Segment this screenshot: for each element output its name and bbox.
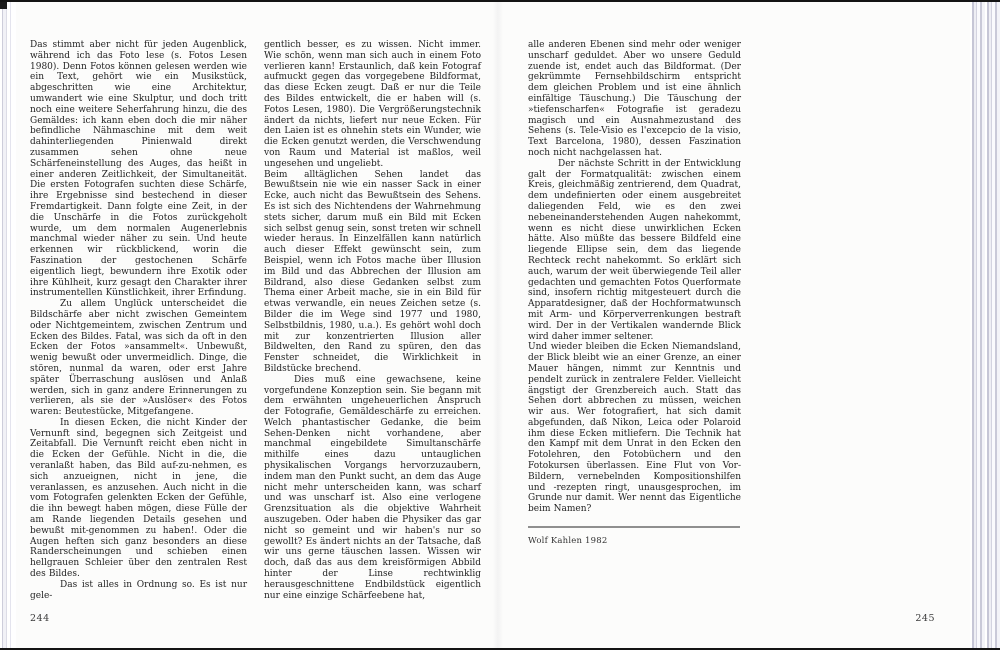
paragraph: alle anderen Ebenen sind mehr oder weniger unscharf geduldet. Aber wo unsere Geduld zuende ist, endet auch das Bildformat. (Der gekrümmte Fernsehbildschirm entspricht dem gleichen Problem und ist eine ähnlich einfältige Täuschung.) Die Täuschung der »tiefenscharfen« Fotografie ist geradezu magisch und ein Ausnahmezustand des Sehens (s. Tele-Visio es l'excepcio de la visio, Text Barcelona, 1980), dessen Faszination noch nicht nachgelassen hat. [528, 40, 741, 158]
page-number-left: 244 [30, 613, 50, 624]
text-column-3 [528, 40, 741, 546]
paragraph: Dies muß eine gewachsene, keine vorgefundene Konzeption sein. Sie begann mit dem erwähnten ungeheuerlichen Anspruch der Fotografie, Gemäldeschärfe zu erreichen. Welch phantastischer Gedanke, die beim Sehen-Denken nicht vorhandene, aber manchmal eingebildete Simultanschärfe mithilfe eines dazu untauglichen physikalischen Vorgangs hervorzuzaubern, indem man den Punkt sucht, an dem das Auge nicht mehr unterscheiden kann, was scharf und was unscharf ist. Also eine verlogene Grenzsituation als die objektive Wahrheit auszugeben. Oder haben die Physiker das gar nicht so gemeint und wir haben's nur so gewollt? Es ändert nichts an der Tatsache, daß wir uns gerne täuschen lassen. Wissen wir doch, daß das aus dem kreisförmigen Abbild hinter der Linse rechtwinklig herausgeschnittene Endbildstück eigentlich nur eine einzige Schärfeebene hat, [264, 374, 481, 601]
page-edges-right [970, 2, 1000, 648]
paragraph: gentlich besser, es zu wissen. Nicht immer. Wie schön, wenn man sich auch in einem Foto verlieren kann! Erstaunlich, daß kein Fotograf aufmuckt gegen das vorgegebene Bildformat, das diese Ecken zeugt. Daß er nur die Teile des Bildes entwickelt, die er haben will (s. Fotos Lesen, 1980). Die Vergrößerungstechnik ändert da nichts, liefert nur neue Ecken. Für den Laien ist es ohnehin stets ein Wunder, wie die Ecken genutzt werden, die Verschwendung von Raum und Material ist maßlos, weil ungesehen und ungeliebt. [264, 40, 481, 169]
paragraph: Das ist alles in Ordnung so. Es ist nur gele- [30, 579, 247, 601]
left-page-columns [30, 40, 498, 601]
paragraph: Zu allem Unglück unterscheidet die Bildschärfe aber nicht zwischen Gemeintem oder Nichtgemeintem, zwischen Zentrum und Ecken des Bildes. Fatal, was sich da oft in den Ecken der Fotos »ansammelt«. Unbewußt, wenig bewußt oder unvermeidlich. Dinge, die stören, nunmal da waren, oder erst Jahre später Überraschung auslösen und Anlaß werden, sich in ganz andere Erinnerungen zu verlieren, als sie der »Auslöser« des Fotos waren: Beutestücke, Mitgefangene. [30, 299, 247, 418]
text-column-2 [264, 40, 481, 601]
paragraph: Und wieder bleiben die Ecken Niemandsland, der Blick bleibt wie an einer Grenze, an einer Mauer hängen, nimmt zur Kenntnis und pendelt zurück in zentralere Felder. Vielleicht ängstigt der Grenzbereich auch. Statt das Sehen dort abbrechen zu müssen, weichen wir aus. Wer fotografiert, hat sich damit abgefunden, daß Nikon, Leica oder Polaroid ihm diese Ecken mitliefern. Die Technik hat den Kampf mit dem Unrat in den Ecken den Fotolehren, den Fotobüchern und den Fotokursen überlassen. Eine Flut von Vor-Bildern, vernebelnden Kompositionshilfen und -rezepten ringt, unausgesprochen, im Grunde nur damit. Wer nennt das Eigentliche beim Namen? [528, 342, 741, 515]
page-edges-left [0, 2, 16, 648]
paragraph: In diesen Ecken, die nicht Kinder der Vernunft sind, begegnen sich Zeitgeist und Zeitabfall. Die Vernunft reicht eben nicht in die Ecken der Gefühle. Nicht in die, die veranlaßt haben, das Bild auf-zu-nehmen, es sich anzueignen, nicht in jene, die veranlassen, es anzusehen. Auch nicht in die vom Fotografen gelenkten Ecken der Gefühle, die ihn bewegt haben mögen, diese Fülle der am Rande liegenden Details gesehen und bewußt mit-genommen zu haben!. Oder die Augen heften sich ganz besonders an diese Randerscheinungen und schieben einen hellgrauen Schleier über den zentralen Rest des Bildes. [30, 417, 247, 580]
page-right [498, 4, 970, 646]
author-signature: Wolf Kahlen 1982 [528, 536, 608, 547]
scan-corner-mark [0, 2, 7, 9]
page-number-right: 245 [915, 613, 935, 624]
text-column-1 [30, 40, 247, 601]
signature-rule [528, 526, 740, 528]
paragraph: Das stimmt aber nicht für jeden Augenblick, während ich das Foto lese (s. Fotos Lesen 1980). Denn Fotos können gelesen werden wie ein Text, gehört wie ein Musikstück, abgeschritten wie eine Architektur, umwandert wie eine Skulptur, und doch tritt noch eine weitere Seherfahrung hinzu, die des Gemäldes: ich kann eben doch die mir näher befindliche Nähmaschine mit dem weit dahinterliegenden Pinienwald direkt zusammen sehen ohne neue Schärfeneinstellung des Auges, das heißt in einer anderen Zeitlichkeit, der Simultaneität. Die ersten Fotografen suchten diese Schärfe, ihre Ergebnisse sind bestechend in dieser Fremdartigkeit. Dann folgte eine Zeit, in der die Unschärfe in die Fotos zurückgeholt wurde, um dem normalen Augenerlebnis manchmal wieder näher zu sein. Und heute erkennen wir rückblickend, worin die Faszination der gestochenen Schärfe eigentlich liegt, bewundern ihre Exotik oder ihre Kühlheit, kurz gesagt den Charakter ihrer instrumentellen Künstlichkeit, ihrer Erfindung. [30, 40, 247, 299]
paragraph: Der nächste Schritt in der Entwicklung galt der Formatqualität: zwischen einem Kreis, gleichmäßig zentrierend, dem Quadrat, dem undefinierten oder einem ausgebreitet daliegenden Feld, wie es den zwei nebeneinanderstehenden Augen nahekommt, wenn es nicht diese unwirklichen Ecken hätte. Also müßte das bessere Bildfeld eine liegende Ellipse sein, dem das liegende Rechteck recht nahekommt. So erklärt sich auch, warum der weit überwiegende Teil aller gedachten und gemachten Fotos Querformate sind, insofern richtig mitgesteuert durch die Apparatdesigner, daß der Hochformatwunsch mit Arm- und Körperverrenkungen bestraft wird. Der in der Vertikalen wandernde Blick wird daher immer seltener. [528, 158, 741, 342]
page-left [16, 4, 498, 646]
paragraph: Beim alltäglichen Sehen landet das Bewußtsein nie wie ein nasser Sack in einer Ecke, auch nicht das Bewußtsein des Sehens. Es ist sich des Nichtendens der Wahrnehmung stets sicher, darum muß ein Bild mit Ecken sich selbst genug sein, sonst treten wir schnell wieder heraus. In Einzelfällen kann natürlich auch dieser Effekt gewünscht sein, zum Beispiel, wenn ich Fotos mache über Illusion im Bild und das Abbrechen der Illusion am Bildrand, also diese Gedanken selbst zum Thema einer Arbeit mache, sie in ein Bild für etwas verwandle, ein neues Zeichen setze (s. Bilder die im Wege sind 1977 und 1980, Selbstbildnis, 1980, u.a.). Es gehört wohl doch mit zur konzentrierten Illusion aller Bildwelten, den Rand zu spüren, den das Fenster schneidet, die Wirklichkeit in Bildstücke brechend. [264, 169, 481, 374]
